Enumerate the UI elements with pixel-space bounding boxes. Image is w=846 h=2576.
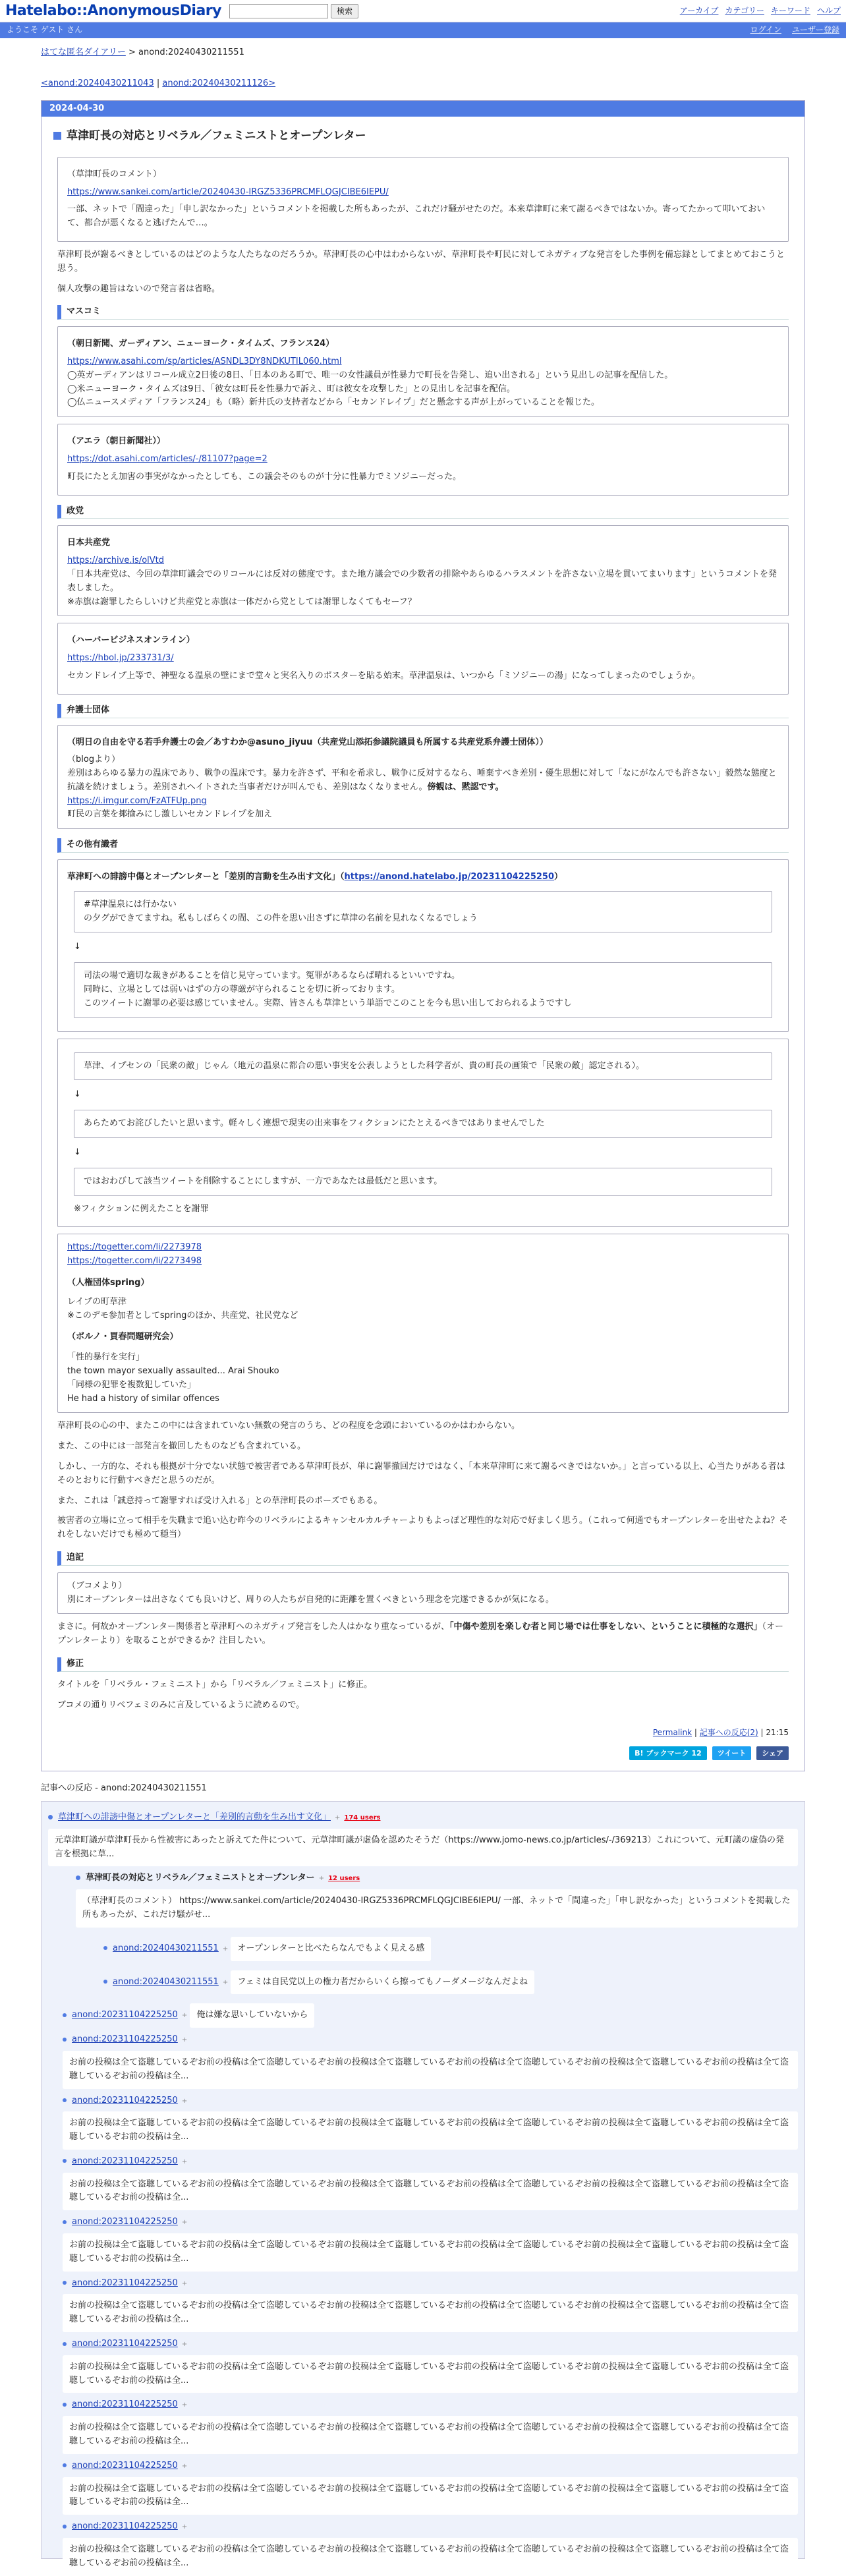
- reaction-id-link[interactable]: anond:20231104225250: [72, 2010, 178, 2020]
- quote-label-text: 草津町への誹謗中傷とオープンレターと「差別的言動を生み出す文化」: [67, 872, 340, 882]
- next-entry-link[interactable]: anond:20240430211126>: [162, 78, 276, 88]
- top-links: [680, 5, 841, 17]
- quote-label: （草津町長のコメント）: [67, 169, 162, 179]
- bullet-icon: [63, 2403, 67, 2407]
- quote-text: 「日本共産党は、今回の草津町議会でのリコールには反対の態度です。また地方議会での少数者の排除やあらゆるハラスメントを許さない立場を貫いてまいります」というコメントを発表しました。: [67, 569, 777, 593]
- quote-label: 草津町への誹謗中傷とオープンレターと「差別的言動を生み出す文化」（https://anond.hatelabo.jp/20231104225250）: [67, 872, 563, 882]
- bullet-icon: [48, 1815, 53, 1819]
- reaction-id-link[interactable]: anond:20231104225250: [72, 2460, 178, 2471]
- reaction-item: [63, 2337, 798, 2393]
- reaction-item: [103, 1933, 798, 1966]
- inner-quote-text: #草津温泉には行かない: [84, 899, 177, 909]
- paragraph: 草津町長の心の中、またこの中には含まれていない無数の発言のうち、どの程度を念頭においているのかはわからない。: [57, 1421, 521, 1431]
- inner-quote: [74, 1052, 772, 1081]
- quote-url[interactable]: https://i.imgur.com/FzATFUp.png: [67, 795, 207, 806]
- entry-title-text[interactable]: 草津町長の対応とリベラル／フェミニストとオープンレター: [67, 129, 366, 142]
- expand-icon[interactable]: +: [181, 2279, 188, 2287]
- expand-icon[interactable]: +: [222, 1945, 229, 1953]
- paragraph: 個人攻撃の趣旨はないので発言者は省略。: [57, 283, 221, 294]
- reaction-item: [103, 1966, 798, 2000]
- bullet-icon: [103, 1946, 107, 1950]
- quote-url[interactable]: https://www.asahi.com/sp/articles/ASNDL3DY8NDKUTIL060.html: [67, 356, 342, 366]
- spam-reactions: [63, 2033, 798, 2576]
- entry-body: [42, 117, 804, 1771]
- reaction-excerpt: お前の投稿は全て盗聴しているぞお前の投稿は全て盗聴しているぞお前の投稿は全て盗聴しているぞお前の投稿は全て盗聴しているぞお前の投稿は全て盗聴しているぞお前の投稿は全て盗聴しているぞお前の投稿は全...: [63, 2538, 798, 2576]
- quote-label: （ブコメより）: [67, 1580, 127, 1591]
- expand-icon[interactable]: +: [335, 1814, 341, 1821]
- reaction-id-link[interactable]: anond:20231104225250: [72, 2277, 178, 2288]
- quote-box: [57, 1572, 789, 1615]
- facebook-share-button[interactable]: シェア: [756, 1746, 789, 1761]
- paragraph: ブコメの通りリベフェミのみに言及しているように読めるので。: [57, 1700, 305, 1710]
- login-link[interactable]: ログイン: [750, 25, 781, 35]
- reaction-link[interactable]: 記事への反応(2): [699, 1728, 758, 1738]
- bookmark-count[interactable]: [328, 1875, 360, 1882]
- paragraph-emphasis: 「中傷や差別を楽しむ者と同じ場では仕事をしない、ということに積極的な選択」: [449, 1622, 762, 1632]
- quote-label: （明日の自由を守る若手弁護士の会／あすわか@asuno_jiyuu（共産党山添拓参議院議員も所属する共産党系弁護士団体））: [67, 737, 548, 747]
- reaction-id-link[interactable]: anond:20240430211551: [113, 1976, 219, 1987]
- search-button[interactable]: 検索: [331, 4, 358, 18]
- quote-box: [57, 525, 789, 616]
- bullet-icon: [63, 2525, 67, 2529]
- section-heading: その他有識者: [57, 838, 789, 853]
- day-date: 2024-04-30: [42, 101, 804, 117]
- inner-quote-text: あらためてお詫びしたいと思います。軽々しく連想で現実の出来事をフィクションにたとえるべきではありませんでした: [84, 1118, 545, 1129]
- quote-text: 町長にたとえ加害の事実がなかったとしても、この議会そのものが十分に性暴力でミソジニーだった。: [67, 471, 462, 482]
- quote-box: [57, 157, 789, 242]
- quote-box: [57, 326, 789, 417]
- quote-text-b: 傍観は、黙認です。: [427, 782, 504, 792]
- paragraph-part: まさに。何故かオープンレター関係者と草津町へのネガティブ発言をした人はかなり重なっているが、: [57, 1622, 449, 1632]
- paragraph: 草津町長が謝るべきとしているのはどのような人たちなのだろうか。草津町長の心中はわからないが、草津町長や町民に対してネガティブな発言をした事例を備忘録としてまとめておこうと思う。: [57, 249, 785, 273]
- inner-quote-text: このツイートに謝罪の必要は感じていません。実際、皆さんも草津という単語でこのことを今も思い出しておられるようですし: [84, 998, 572, 1008]
- quote-source: （blogより）: [67, 755, 121, 765]
- quote-text: 町民の言葉を揶揄みにし激しいセカンドレイプを加え: [67, 809, 272, 820]
- breadcrumb: [41, 46, 846, 60]
- bullet-icon: [103, 1980, 107, 1984]
- inner-quote: [74, 1110, 772, 1138]
- quote-box: [57, 725, 789, 830]
- quote-text: ◯仏ニュースメディア「フランス24」も（略）新井氏の支持者などから「セカンドレイプ」だと懸念する声が上がっていることを報じた。: [67, 397, 600, 408]
- expand-icon[interactable]: +: [181, 2401, 188, 2409]
- bullet-icon: [63, 2281, 67, 2285]
- reaction-excerpt: お前の投稿は全て盗聴しているぞお前の投稿は全て盗聴しているぞお前の投稿は全て盗聴しているぞお前の投稿は全て盗聴しているぞお前の投稿は全て盗聴しているぞお前の投稿は全て盗聴しているぞお前の投稿は全...: [63, 2294, 798, 2332]
- reaction-excerpt: 元草津町議が草津町長から性被害にあったと訴えてた件について、元草津町議が虚偽を認めたそうだ（https://www.jomo-news.co.jp/articles/-/369213）これについて、元町議の虚偽の発言を根拠に草...: [48, 1829, 798, 1867]
- breadcrumb-current: anond:20240430211551: [138, 47, 244, 57]
- quote-url[interactable]: https://dot.asahi.com/articles/-/81107?page=2: [67, 453, 268, 464]
- square-icon: [53, 132, 61, 140]
- quote-text: He had a history of similar offences: [67, 1393, 219, 1404]
- quote-url[interactable]: https://www.sankei.com/article/20240430-IRGZ5336PRCMFLQGJCIBE6IEPU/: [67, 186, 389, 197]
- footer-sep: |: [692, 1728, 700, 1738]
- expand-icon[interactable]: +: [181, 2012, 188, 2020]
- quote-label: 日本共産党: [67, 538, 111, 548]
- inner-quote-text: 司法の場で適切な裁きがあることを信じ見守っています。冤罪があるならば晴れるといいですね。: [84, 971, 460, 981]
- bullet-icon: [63, 2038, 67, 2042]
- quote-text: ※このデモ参加者としてspringのほか、共産党、社民党など: [67, 1310, 298, 1321]
- reaction-excerpt: お前の投稿は全て盗聴しているぞお前の投稿は全て盗聴しているぞお前の投稿は全て盗聴しているぞお前の投稿は全て盗聴しているぞお前の投稿は全て盗聴しているぞお前の投稿は全て盗聴しているぞお前の投稿は全...: [63, 2233, 798, 2272]
- quote-label: （朝日新聞、ガーディアン、ニューヨーク・タイムズ、フランス24）: [67, 339, 335, 349]
- quote-text: 「同様の犯罪を複数犯していた」: [67, 1379, 196, 1390]
- entry-footer: [53, 1727, 789, 1739]
- section-heading: マスコミ: [57, 305, 789, 320]
- reaction-excerpt: お前の投稿は全て盗聴しているぞお前の投稿は全て盗聴しているぞお前の投稿は全て盗聴しているぞお前の投稿は全て盗聴しているぞお前の投稿は全て盗聴しているぞお前の投稿は全て盗聴しているぞお前の投稿は全...: [63, 2051, 798, 2089]
- reaction-item: [63, 2459, 798, 2515]
- quote-label: （アエラ（朝日新聞社））: [67, 436, 165, 447]
- inner-quote-text: の夕グができてますね。私もしばらくの間、この件を思い出さずに草津の名前を見れなくなるでしょう: [84, 913, 478, 923]
- inner-quote-text: 同時に、立場としては弱いはずの方の尊厳が守られることを切に祈っております。: [84, 985, 400, 995]
- quote-box: [57, 859, 789, 1032]
- quote-text: セカンドレイプ上等で、神聖なる温泉の壁にまで堂々と実名入りのポスターを貼る始末。草津温泉は、いつから「ミソジニーの湯」になってしまったのでしょうか。: [67, 670, 700, 681]
- day-section: [41, 100, 805, 1772]
- section-heading: 弁護士団体: [57, 704, 789, 718]
- bullet-icon: [63, 2220, 67, 2224]
- reaction-excerpt: お前の投稿は全て盗聴しているぞお前の投稿は全て盗聴しているぞお前の投稿は全て盗聴しているぞお前の投稿は全て盗聴しているぞお前の投稿は全て盗聴しているぞお前の投稿は全て盗聴しているぞお前の投稿は全...: [63, 2477, 798, 2515]
- inner-quote-text: ではおわびして該当ツイートを削除することにしますが、一方であなたは最低だと思います。: [84, 1176, 443, 1186]
- expand-icon[interactable]: +: [222, 1978, 229, 1986]
- quote-note: ※フィクションに例えたことを謝罪: [74, 1203, 209, 1214]
- inner-quote: [74, 891, 772, 933]
- search-input[interactable]: [229, 4, 328, 18]
- quote-label: （ポルノ・買春問題研究会）: [67, 1332, 179, 1342]
- quote-text: 一部、ネットで「間違った」「申し訳なかった」というコメントを掲載した所もあったが、これだけ騒がせたのだ。本来草津町に来て謝るべきではないか。寄ってたかって叩いておいて、都合が悪くなると逃げたんで…。: [67, 204, 766, 229]
- reaction-excerpt: オープンレターと比べたらなんでもよく見える感: [231, 1937, 431, 1961]
- hatena-bookmark-button[interactable]: B! ブックマーク 12: [629, 1746, 707, 1761]
- quote-url[interactable]: https://anond.hatelabo.jp/20231104225250: [344, 872, 555, 882]
- share-buttons: [53, 1746, 789, 1761]
- entry-title: [53, 127, 793, 145]
- quote-label: （人権団体spring）: [67, 1278, 150, 1288]
- reaction-id-link[interactable]: anond:20231104225250: [72, 2339, 178, 2349]
- paragraph: タイトルを「リベラル・フェミニスト」から「リベラル／フェミニスト」に修正。: [57, 1679, 373, 1690]
- reaction-excerpt: （草津町長のコメント） https://www.sankei.com/article/20240430-IRGZ5336PRCMFLQGJCIBE6IEPU/ 一部、ネットで「間違った」「申し訳なかった」というコメントを掲載した所もあったが、これだけ騒がせ...: [76, 1889, 798, 1928]
- quote-text: 「性的暴行を実行」: [67, 1352, 145, 1363]
- reaction-item: [63, 2155, 798, 2210]
- reaction-item: [76, 1872, 798, 1999]
- expand-icon[interactable]: +: [181, 2341, 188, 2349]
- paragraph: しかし、一方的な、それも根拠が十分でない状態で被害者である草津町長が、単に謝罪撤回だけではなく、「本来草津町に来て謝るべきではないか。」と言っている以上、心当たりがある者はそのとおりに行動すべきだと思うのだが。: [57, 1462, 785, 1485]
- reaction-excerpt: お前の投稿は全て盗聴しているぞお前の投稿は全て盗聴しているぞお前の投稿は全て盗聴しているぞお前の投稿は全て盗聴しているぞお前の投稿は全て盗聴しているぞお前の投稿は全て盗聴しているぞお前の投稿は全...: [63, 2111, 798, 2150]
- quote-text: [67, 767, 779, 795]
- bullet-icon: [63, 2463, 67, 2467]
- link-archive[interactable]: アーカイブ: [679, 5, 719, 15]
- section-heading: 政党: [57, 505, 789, 519]
- section-heading: 修正: [57, 1657, 789, 1672]
- quote-url[interactable]: https://hbol.jp/233731/3/: [67, 653, 174, 664]
- inner-quote: [74, 962, 772, 1017]
- quote-url[interactable]: https://archive.is/olVtd: [67, 556, 165, 566]
- paragraph-part: （オープンレターより）を取ることができるか？注目したい。: [57, 1622, 783, 1646]
- section-heading: 追記: [57, 1551, 789, 1566]
- link-category[interactable]: カテゴリー: [725, 5, 764, 15]
- quote-box: [57, 623, 789, 694]
- bookmark-count-text: 12 users: [328, 1875, 360, 1883]
- quote-url[interactable]: https://togetter.com/li/2273498: [67, 1256, 202, 1267]
- permalink-link[interactable]: Permalink: [652, 1728, 692, 1738]
- bullet-icon: [63, 2013, 67, 2017]
- reaction-item: [63, 2520, 798, 2575]
- reaction-item: [48, 1811, 798, 2576]
- bullet-icon: [76, 1875, 80, 1880]
- arrow-down-icon: ↓: [74, 1147, 81, 1158]
- reaction-item: [63, 2398, 798, 2453]
- prev-entry-link[interactable]: <anond:20240430211043: [41, 78, 154, 88]
- reaction-id-link[interactable]: anond:20231104225250: [72, 2095, 178, 2105]
- quote-box: [57, 1234, 789, 1413]
- welcome-text: ようこそ ゲスト さん: [7, 25, 83, 35]
- breadcrumb-home[interactable]: はてな匿名ダイアリー: [41, 47, 126, 57]
- bullet-icon: [63, 2159, 67, 2163]
- paragraph: 被害者の立場に立って相手を失職まで追い込む昨今のリベラルによるキャンセルカルチャーよりもよっぽど理性的な対応で好ましく思う。（これって何通でもオープンレターを出せたよね？それをしないだけでも極めて穏当）: [57, 1516, 788, 1540]
- quote-url[interactable]: https://togetter.com/li/2273978: [67, 1242, 202, 1253]
- register-link[interactable]: ユーザー登録: [791, 25, 839, 35]
- paragraph: [57, 1620, 789, 1648]
- reaction-excerpt: フェミは自民党以上の権力者だからいくら擦ってもノーダメージなんだよね: [231, 1970, 534, 1995]
- link-help[interactable]: ヘルプ: [816, 5, 841, 15]
- reactions-heading: 記事への反応 - anond:20240430211551: [41, 1783, 207, 1794]
- quote-label: （ハーバービジネスオンライン）: [67, 635, 195, 646]
- expand-icon[interactable]: +: [181, 2158, 188, 2165]
- bookmark-count-text: 174 users: [344, 1814, 381, 1821]
- reaction-item: [63, 2277, 798, 2332]
- bookmark-count[interactable]: [344, 1814, 380, 1821]
- quote-box: [57, 1039, 789, 1228]
- expand-icon[interactable]: +: [181, 2523, 188, 2531]
- reaction-title[interactable]: 草津町への誹謗中傷とオープンレターと「差別的言動を生み出す文化」: [58, 1812, 331, 1822]
- expand-icon[interactable]: +: [181, 2097, 188, 2105]
- reaction-item: [63, 2033, 798, 2088]
- quote-note: ※赤旗は謝罪したらしいけど共産党と赤旗は一体だから党としては謝罪しなくてもセーフ？: [67, 596, 416, 607]
- quote-text: the town mayor sexually assaulted... Arai Shouko: [67, 1366, 279, 1377]
- inner-quote: [74, 1168, 772, 1196]
- arrow-down-icon: ↓: [74, 1089, 81, 1100]
- reaction-item: [63, 2094, 798, 2150]
- reaction-item: [63, 1999, 798, 2033]
- tweet-button[interactable]: ツイート: [712, 1746, 751, 1761]
- reaction-excerpt: お前の投稿は全て盗聴しているぞお前の投稿は全て盗聴しているぞお前の投稿は全て盗聴しているぞお前の投稿は全て盗聴しているぞお前の投稿は全て盗聴しているぞお前の投稿は全て盗聴しているぞお前の投稿は全...: [63, 2173, 798, 2211]
- inner-quote-text: 草津、イプセンの「民衆の敵」じゃん（地元の温泉に都合の悪い事実を公表しようとした科学者が、貴の町長の画策で「民衆の敵」認定される）。: [84, 1060, 644, 1071]
- quote-box: [57, 424, 789, 495]
- top-bar: [0, 0, 846, 22]
- paragraph: また、これは「誠意持って謝罪すれば受け入れる」との草津町長のポーズでもある。: [57, 1495, 383, 1506]
- quote-text: ◯英ガーディアンはリコール成立2日後の8日、「日本のある町で、唯一の女性議員が性暴力で町長を告発し、追い出される」という見出しの記事を配信した。: [67, 370, 673, 380]
- reaction-id-link[interactable]: anond:20231104225250: [72, 2156, 178, 2166]
- expand-icon[interactable]: +: [181, 2036, 188, 2044]
- welcome-bar: [0, 22, 846, 38]
- reaction-id-link[interactable]: anond:20231104225250: [72, 2521, 178, 2532]
- quote-text: ◯米ニューヨーク・タイムズは9日、「彼女は町長を性暴力で訴え、町は彼女を攻撃した」との見出しを記事を配信。: [67, 384, 515, 394]
- reaction-id-link[interactable]: anond:20240430211551: [113, 1943, 219, 1953]
- reactions-list: [41, 1801, 805, 2568]
- link-keyword[interactable]: キーワード: [770, 5, 810, 15]
- paragraph: また、この中には一部発言を撤回したものなども含まれている。: [57, 1441, 306, 1452]
- quote-text: 別にオープンレターは出さなくても良いけど、周りの人たちが自発的に距離を置くべきという理念を完遂できるかが気になる。: [67, 1594, 554, 1605]
- quote-text: レイプの町草津: [67, 1296, 127, 1307]
- expand-icon[interactable]: +: [181, 2219, 188, 2227]
- reaction-id-link[interactable]: anond:20231104225250: [72, 2034, 178, 2045]
- pager-sep: |: [154, 78, 163, 88]
- site-logo[interactable]: Hatelabo::AnonymousDiary: [5, 2, 221, 19]
- entry-time: | 21:15: [758, 1728, 789, 1738]
- reaction-excerpt: お前の投稿は全て盗聴しているぞお前の投稿は全て盗聴しているぞお前の投稿は全て盗聴しているぞお前の投稿は全て盗聴しているぞお前の投稿は全て盗聴しているぞお前の投稿は全て盗聴しているぞお前の投稿は全...: [63, 2416, 798, 2454]
- reaction-id-link[interactable]: anond:20231104225250: [72, 2399, 178, 2410]
- expand-icon[interactable]: +: [181, 2462, 188, 2470]
- breadcrumb-sep: >: [125, 47, 139, 57]
- reaction-excerpt: 俺は嫌な思いしていないから: [190, 2003, 314, 2028]
- expand-icon[interactable]: +: [318, 1875, 325, 1883]
- quote-text-a: 差別はあらゆる暴力の温床であり、戦争の温床です。暴力を許さず、平和を希求し、戦争に反対するなら、唾棄すべき差別・優生思想に対して「なにがなんでも許さない」毅然な態度と抗議を続けましょう。差別されヘイトされた当事者だけが叫んでも、差別はなくなりません。: [67, 768, 777, 792]
- arrow-down-icon: ↓: [74, 942, 81, 952]
- pager: [41, 77, 846, 91]
- reaction-item: [63, 2216, 798, 2271]
- bullet-icon: [63, 2098, 67, 2102]
- reaction-excerpt: お前の投稿は全て盗聴しているぞお前の投稿は全て盗聴しているぞお前の投稿は全て盗聴しているぞお前の投稿は全て盗聴しているぞお前の投稿は全て盗聴しているぞお前の投稿は全て盗聴しているぞお前の投稿は全...: [63, 2355, 798, 2393]
- bullet-icon: [63, 2342, 67, 2346]
- reaction-id-link[interactable]: anond:20231104225250: [72, 2217, 178, 2227]
- reaction-title[interactable]: 草津町長の対応とリベラル／フェミニストとオープンレター: [86, 1873, 315, 1883]
